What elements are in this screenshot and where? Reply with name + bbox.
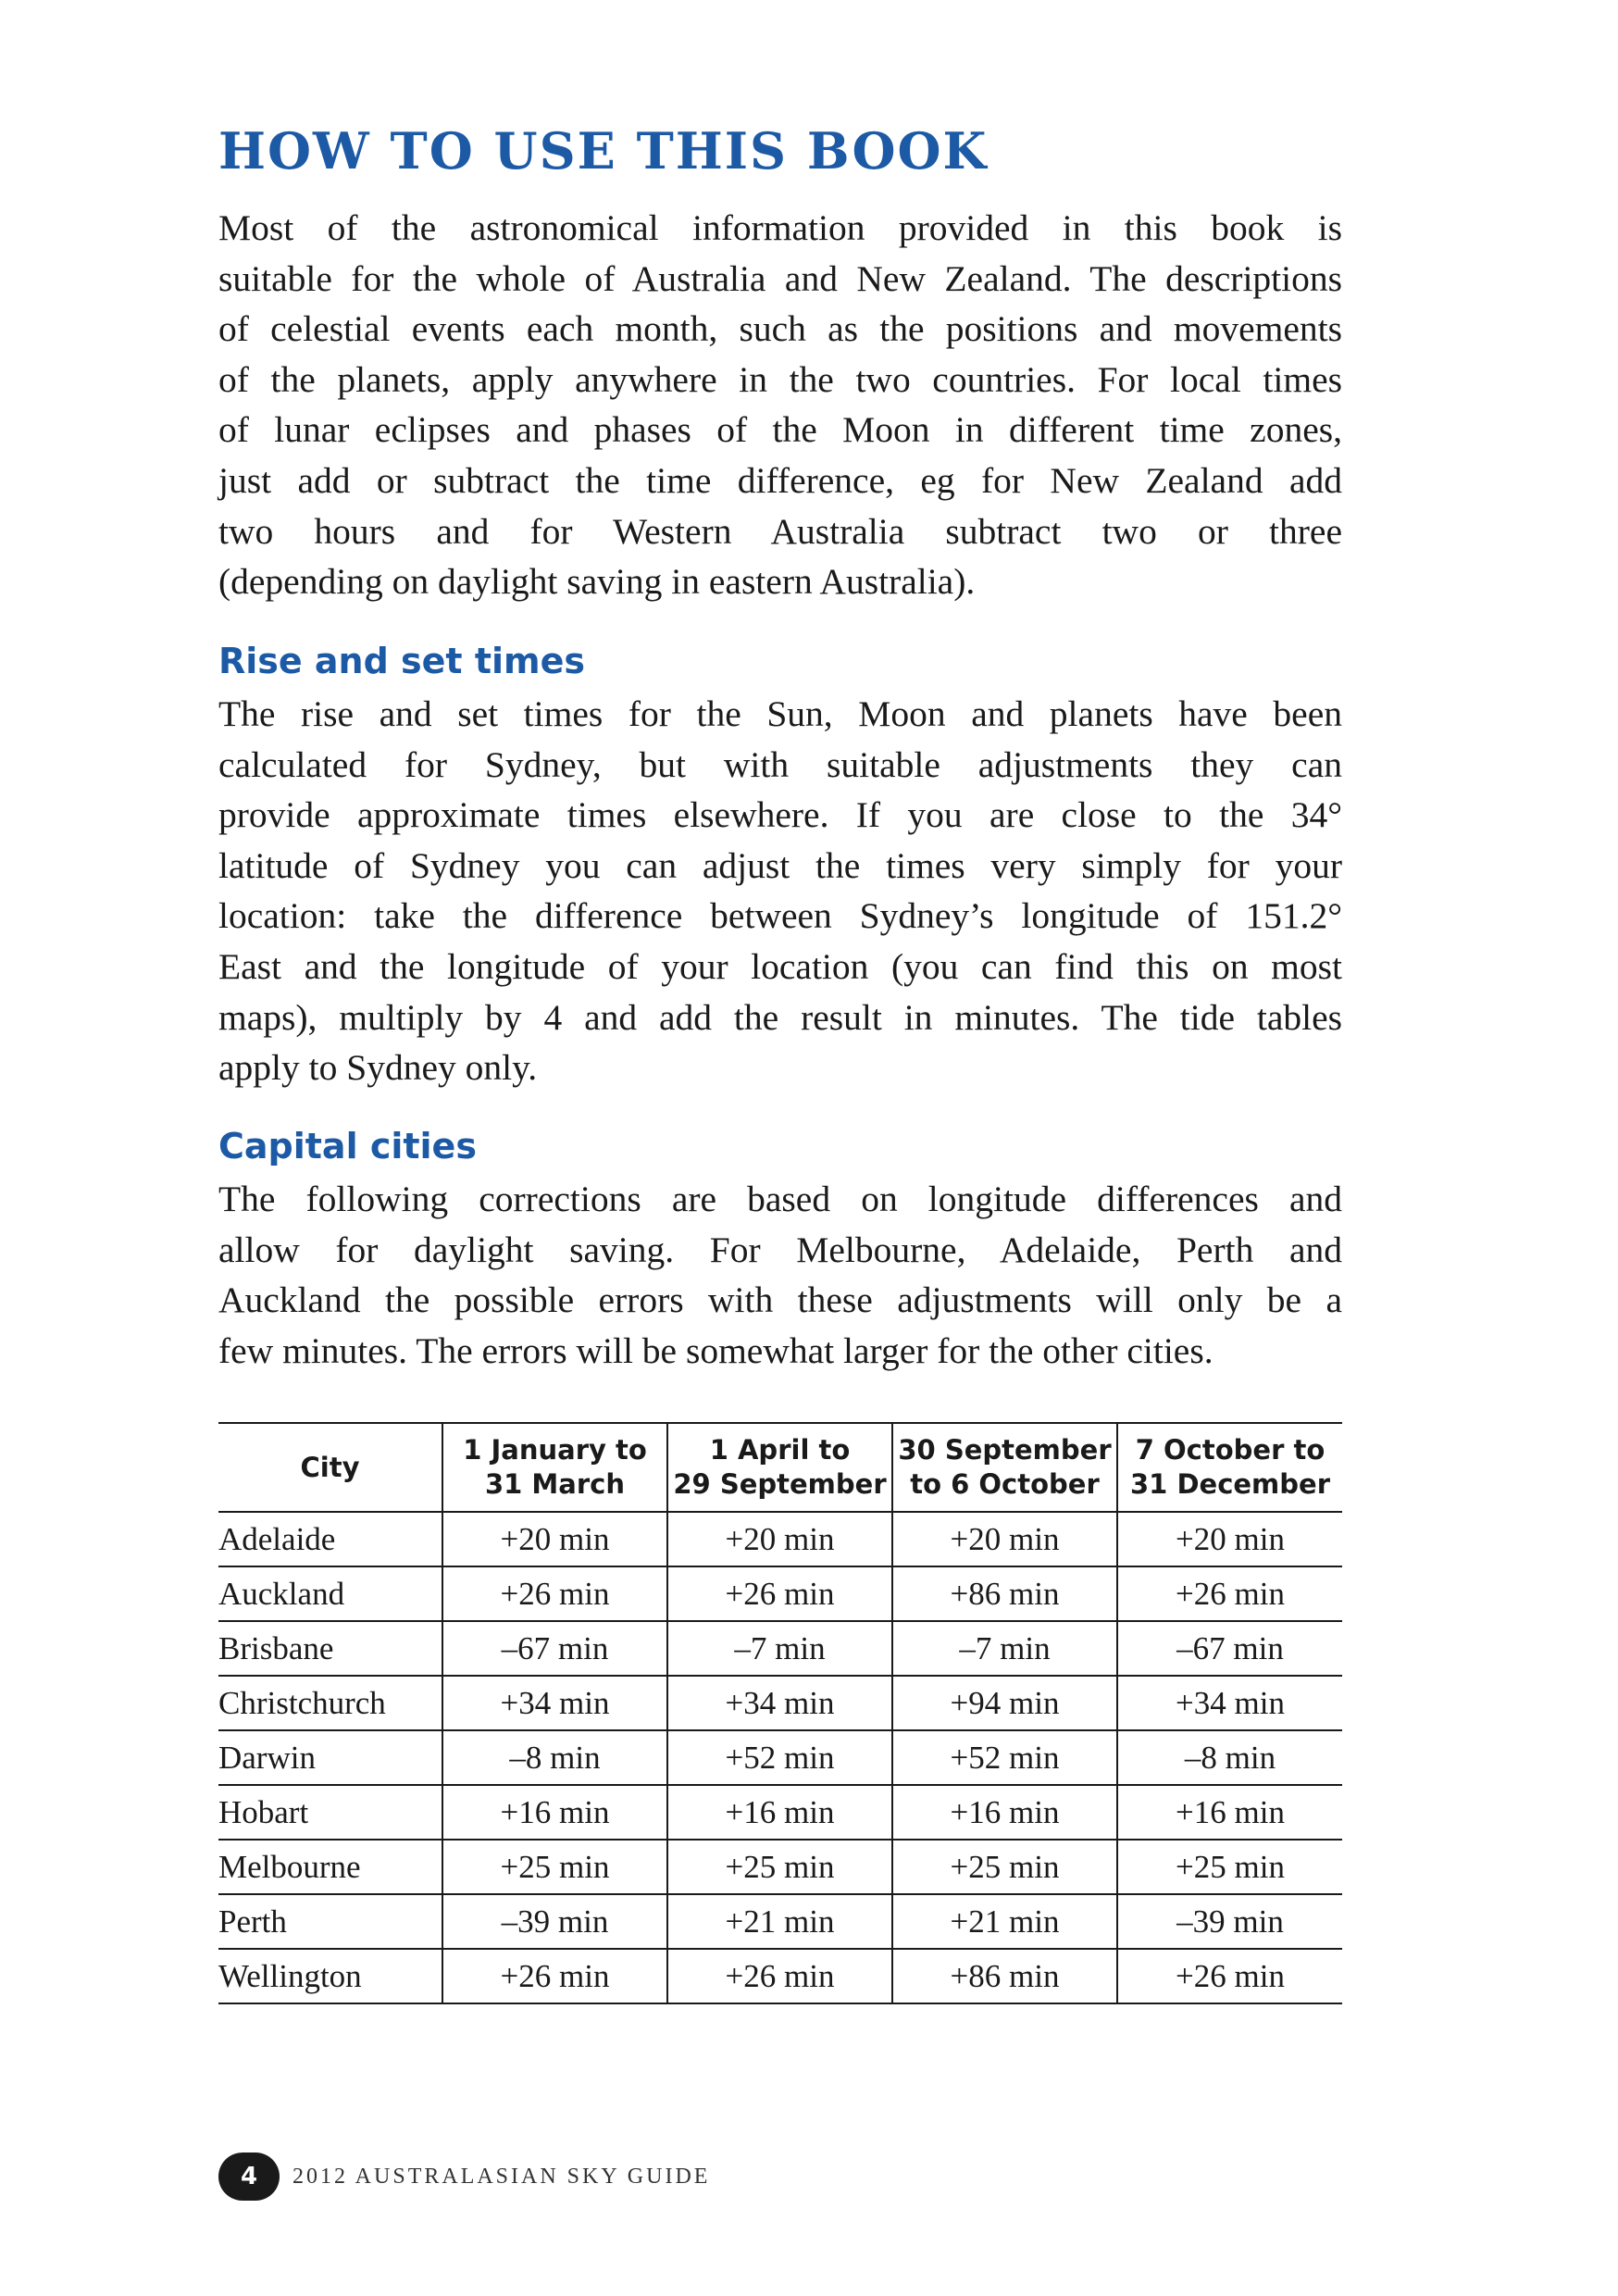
intro-paragraph [218,203,1342,607]
correction-cell: +21 min [892,1894,1117,1949]
table-row [218,1621,1342,1676]
table-row [218,1840,1342,1894]
text-line: (depending on daylight saving in eastern Australia). [218,561,976,603]
correction-cell: +25 min [442,1840,667,1894]
correction-cell: +86 min [892,1566,1117,1621]
text-line: maps), multiply by 4 and add the result in minutes. The tide tables [218,996,1342,1038]
correction-cell: +21 min [667,1894,892,1949]
table-header-row [218,1423,1342,1512]
correction-cell: +34 min [1117,1676,1342,1730]
running-title: 2012 AUSTRALASIAN SKY GUIDE [292,2164,711,2189]
correction-cell: +16 min [1117,1785,1342,1840]
city-name-cell: Perth [218,1894,442,1949]
text-line: of lunar eclipses and phases of the Moon in different time zones, [218,409,1342,451]
text-line: calculated for Sydney, but with suitable adjustments they can [218,743,1342,785]
column-header-label: to 6 October [910,1468,1100,1500]
city-name-cell: Hobart [218,1785,442,1840]
column-header-label: 30 September [898,1434,1112,1466]
column-header-label: City [300,1451,360,1483]
column-header [1117,1423,1342,1512]
correction-cell: +26 min [442,1949,667,2003]
capital-cities-paragraph [218,1174,1342,1376]
text-line: location: take the difference between Sydney’s longitude of 151.2° [218,895,1342,937]
correction-cell: –39 min [442,1894,667,1949]
page-title: HOW TO USE THIS BOOK [218,121,989,181]
correction-cell: –7 min [892,1621,1117,1676]
column-header-label: 29 September [673,1468,887,1500]
page-number-badge: 4 [218,2152,280,2201]
correction-cell: +25 min [1117,1840,1342,1894]
column-header-label: 1 April to [709,1434,851,1466]
table-row [218,1676,1342,1730]
text-line: suitable for the whole of Australia and New Zealand. The descriptions [218,257,1342,299]
page-footer [218,2152,710,2201]
capital-cities-heading: Capital cities [218,1126,477,1167]
column-header [892,1423,1117,1512]
correction-cell: –67 min [1117,1621,1342,1676]
column-header-label: 1 January to [463,1434,647,1466]
text-line: East and the longitude of your location (you can find this on most [218,945,1342,987]
correction-cell: +26 min [1117,1566,1342,1621]
correction-cell: +20 min [1117,1512,1342,1566]
text-line: of the planets, apply anywhere in the two countries. For local times [218,358,1342,400]
text-line: Most of the astronomical information provided in this book is [218,207,1342,248]
correction-cell: +26 min [442,1566,667,1621]
column-header-label: 31 March [484,1468,626,1500]
correction-cell: +20 min [667,1512,892,1566]
correction-cell: +25 min [667,1840,892,1894]
city-name-cell: Darwin [218,1730,442,1785]
column-header [667,1423,892,1512]
table-row [218,1730,1342,1785]
city-name-cell: Melbourne [218,1840,442,1894]
correction-cell: –7 min [667,1621,892,1676]
correction-cell: +16 min [892,1785,1117,1840]
correction-cell: +52 min [892,1730,1117,1785]
text-line: just add or subtract the time difference, eg for New Zealand add [218,459,1342,501]
text-line: Auckland the possible errors with these adjustments will only be a [218,1279,1342,1321]
correction-cell: +94 min [892,1676,1117,1730]
text-line: allow for daylight saving. For Melbourne, Adelaide, Perth and [218,1229,1342,1270]
correction-cell: +86 min [892,1949,1117,2003]
correction-cell: –8 min [442,1730,667,1785]
table-row [218,1512,1342,1566]
correction-cell: +26 min [667,1949,892,2003]
table-row [218,1894,1342,1949]
correction-cell: +16 min [442,1785,667,1840]
city-name-cell: Christchurch [218,1676,442,1730]
correction-cell: +34 min [442,1676,667,1730]
correction-cell: +52 min [667,1730,892,1785]
column-header-label: 7 October to [1135,1434,1326,1466]
text-line: two hours and for Western Australia subtract two or three [218,510,1342,552]
correction-cell: +34 min [667,1676,892,1730]
correction-cell: –67 min [442,1621,667,1676]
column-header [442,1423,667,1512]
correction-cell: +16 min [667,1785,892,1840]
correction-cell: –8 min [1117,1730,1342,1785]
corrections-table [218,1422,1342,2004]
text-line: latitude of Sydney you can adjust the times very simply for your [218,844,1342,886]
city-name-cell: Brisbane [218,1621,442,1676]
correction-cell: +20 min [892,1512,1117,1566]
correction-cell: +26 min [1117,1949,1342,2003]
correction-cell: +20 min [442,1512,667,1566]
table-row [218,1949,1342,2003]
text-line: apply to Sydney only. [218,1047,538,1089]
text-line: provide approximate times elsewhere. If you are close to the 34° [218,794,1342,836]
table-body [218,1512,1342,2003]
text-line: of celestial events each month, such as the positions and movements [218,308,1342,350]
column-header-label: 31 December [1130,1468,1330,1500]
rise-set-heading: Rise and set times [218,641,585,681]
text-line: The rise and set times for the Sun, Moon and planets have been [218,693,1342,734]
text-line: few minutes. The errors will be somewhat larger for the other cities. [218,1329,1214,1371]
correction-cell: +26 min [667,1566,892,1621]
correction-cell: +25 min [892,1840,1117,1894]
city-name-cell: Adelaide [218,1512,442,1566]
table-row [218,1566,1342,1621]
rise-set-paragraph [218,689,1342,1093]
column-header [218,1423,442,1512]
city-name-cell: Auckland [218,1566,442,1621]
text-line: The following corrections are based on longitude differences and [218,1179,1342,1219]
table-row [218,1785,1342,1840]
city-name-cell: Wellington [218,1949,442,2003]
correction-cell: –39 min [1117,1894,1342,1949]
